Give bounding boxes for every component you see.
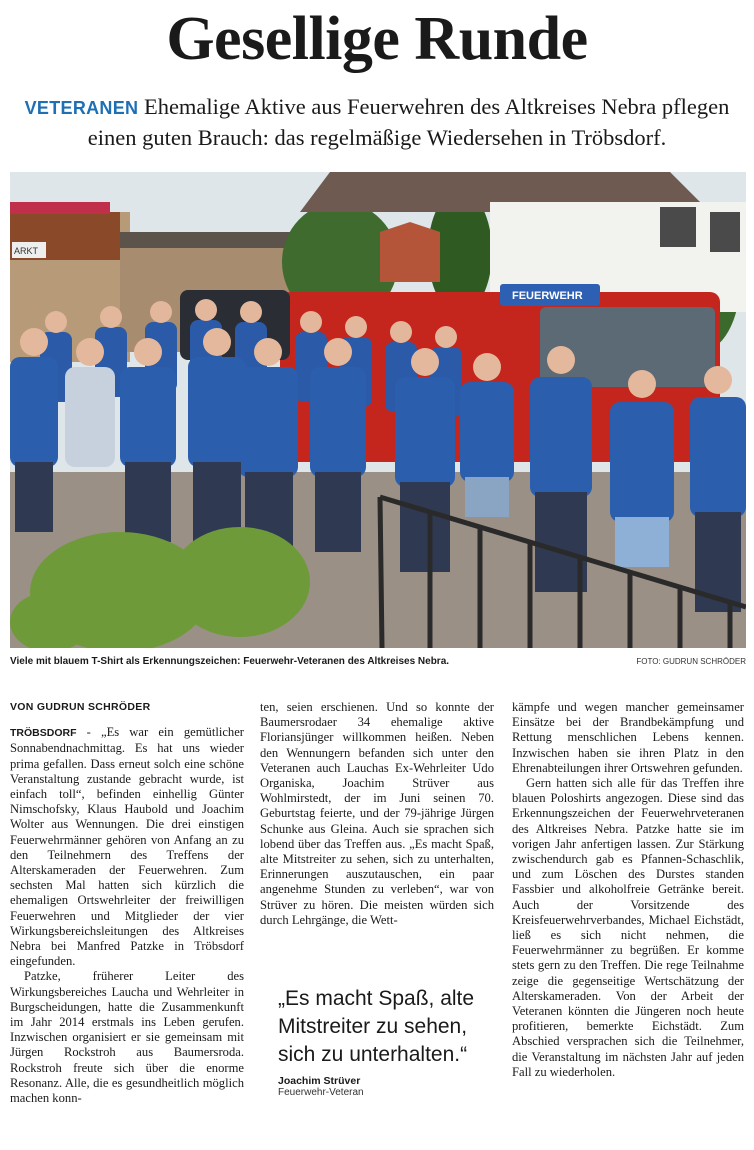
van-sign: FEUERWEHR xyxy=(512,290,583,302)
photo-credit: FOTO: GUDRUN SCHRÖDER xyxy=(636,657,746,666)
article-column-3 xyxy=(512,700,744,1080)
subhead-text: Ehemalige Aktive aus Feuerwehren des Altkreises Nebra pflegen einen guten Brauch: das regelmäßige Wiedersehen in Tröbsdorf. xyxy=(87,94,730,150)
paragraph-text: - „Es war ein gemütlicher Sonnabendnachmittag. Es hat uns wieder prima gefallen. Dass erneut solch eine schöne Veranstaltung zustande gebracht wurde, ist einfach toll“, befinden einhellig Günter Nimschofsky, Klaus Haubold und Joachim Wolter aus Wennungen. Die drei einstigen Feuerwehrmänner gehören von Anfang an zu den Teilnehmern des Treffens der Alterskameraden der Feuerwehren. Zum sechsten Mal hatten sich kürzlich die ehemaligen Ortswehrleiter der freiwilligen Feuerwehren und Mitglieder der vier Wirkungsbereichsleitungen des Altkreises Nebra bei Manfred Patzke in Tröbsdorf eingefunden. xyxy=(10,725,244,969)
pull-quote-role: Feuerwehr-Veteran xyxy=(278,1087,364,1098)
caption-text: Viele mit blauem T-Shirt als Erkennungszeichen: Feuerwehr-Veteranen des Altkreises Nebra. xyxy=(10,656,450,667)
subheadline xyxy=(20,92,734,153)
byline: VON GUDRUN SCHRÖDER xyxy=(10,701,151,713)
photo-caption xyxy=(10,654,746,670)
pull-quote xyxy=(278,985,500,1098)
dateline: TRÖBSDORF xyxy=(10,727,77,740)
paragraph xyxy=(10,725,244,969)
paragraph: ten, seien erschienen. Und so konnte der Baumersrodaer 34 ehemalige aktive Floriansjünger willkommen heißen. Neben den Wennungern befanden sich unter den Veteranen auch Lauchas Ex-Wehrleiter Udo Organiska, Joachim Strüver aus Wohlmirstedt, der im Juni seinen 70. Geburtstag feierte, und der 79-jährige Jürgen Schunke aus Gleina. Auch sie sprachen sich lobend über das Treffen aus. „Es macht Spaß, alte Mitstreiter zu sehen, sich zu unterhalten, Erinnerungen auszutauschen, ein paar angenehme Stunden zu verleben“, war von Strüver zu hören. Die meisten würden sich durch Lehrgänge, die Wett- xyxy=(260,700,494,927)
paragraph: kämpfe und wegen mancher gemeinsamer Einsätze bei der Brandbekämpfung und Rettung menschlichen Lebens kennen. Inzwischen haben sie ihren Platz in den Ehrenabteilungen ihrer Ortswehren gefunden. xyxy=(512,700,744,775)
store-sign: ARKT xyxy=(14,246,39,256)
pull-quote-text: „Es macht Spaß, alte Mitstreiter zu sehen, sich zu unterhalten.“ xyxy=(278,987,475,1066)
headline: Gesellige Runde xyxy=(166,5,588,73)
group-photo xyxy=(10,172,746,648)
article-column-2 xyxy=(260,700,494,928)
kicker: VETERANEN xyxy=(24,98,139,118)
article-column-1 xyxy=(10,700,244,1106)
pull-quote-author: Joachim Strüver xyxy=(278,1075,361,1087)
paragraph: Gern hatten sich alle für das Treffen ihre blauen Poloshirts angezogen. Diese sind das Erkennungszeichen der Feuerwehrveteranen des Altkreises Nebra. Patzke hatte sie im vorigen Jahr anfertigen lassen. Zur Stärkung zwischendurch gab es Pfannen-Schaschlik, und zum Löschen des Durstes standen Fassbier und alkoholfreie Getränke bereit. Auch der Vorsitzende des Kreisfeuerwehrverbandes, Michael Eichstädt, ließ es sich nicht nehmen, die Feuerwehrmänner zu begrüßen. Er komme stets gern zu den Treffen. Die rege Teilnahme zeige die gegenseitige Wertschätzung der Alterskameraden. Von der Arbeit der Veteranen könnten die Jüngeren noch heute profitieren, bemerkte Eichstädt. Zum Abschied versprachen sich die Teilnehmer, die Veranstaltung im nächsten Jahr auf jeden Fall zu wiederholen. xyxy=(512,776,744,1079)
paragraph: Patzke, früherer Leiter des Wirkungsbereiches Laucha und Wehrleiter in Burgscheidungen, hatte die Zusammenkunft im Jahr 2014 erstmals ins Leben gerufen. Inzwischen organisiert er sie gemeinsam mit Jürgen Rockstroh aus Baumersroda. Rockstroh freute sich über die enorme Resonanz. Alle, die es gesundheitlich möglich machen konn- xyxy=(10,969,244,1106)
